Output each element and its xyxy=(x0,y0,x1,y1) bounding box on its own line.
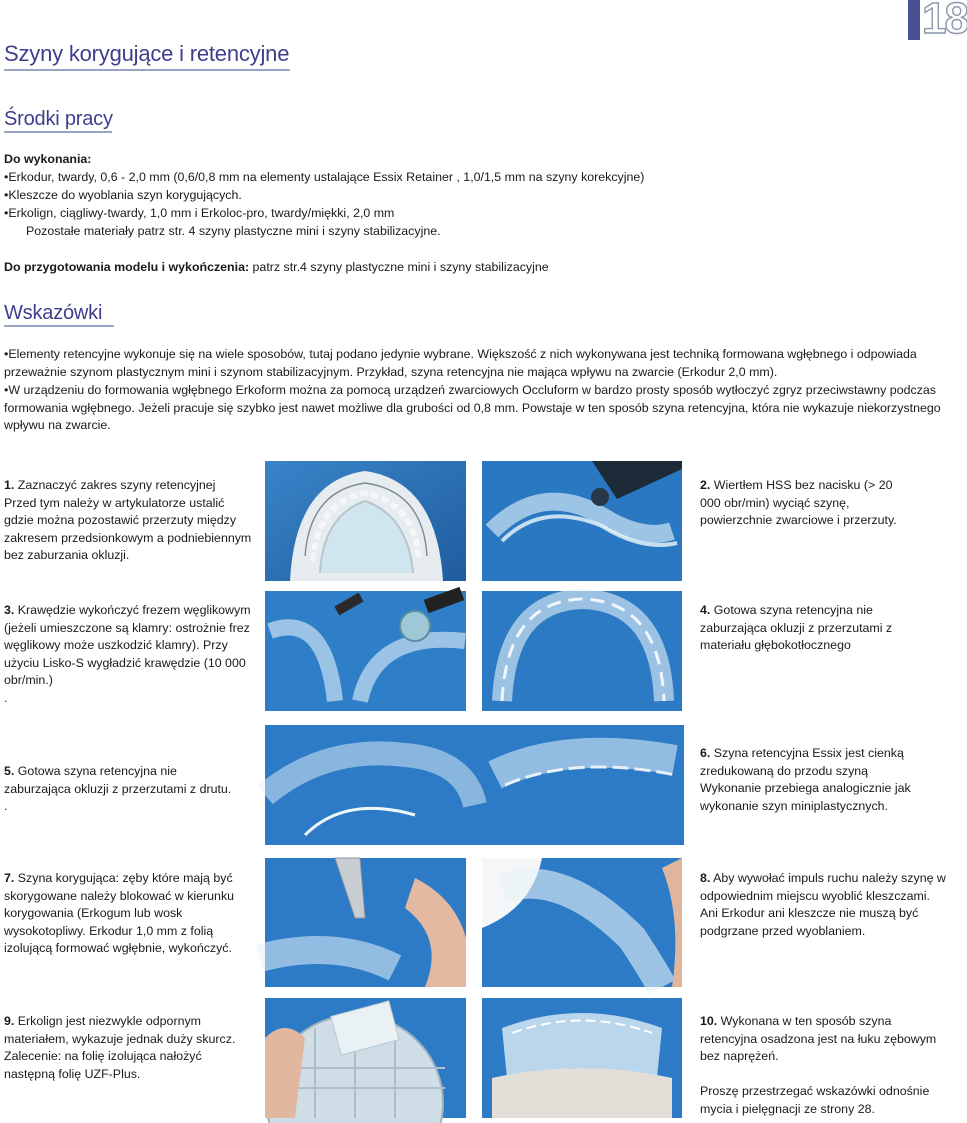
photo-step-3 xyxy=(265,591,466,711)
carbide-bur-icon xyxy=(265,591,466,711)
photo-step-1 xyxy=(265,461,466,581)
step-3-text: 3. Krawędzie wykończyć frezem węglikowym (jeżeli umieszczone są klamry: ostrożnie frez węglikowy może uszkodzić klamry). Przy użyciu Lisko-S wygładzić krawędzie (10 000 obr/min.) . xyxy=(4,603,251,705)
drill-icon xyxy=(482,461,682,581)
essix-splint-icon xyxy=(265,725,684,845)
retention-splint-icon xyxy=(482,591,682,711)
photo-step-5-6 xyxy=(265,725,684,845)
step-10-text: 10. Wykonana w ten sposób szyna retencyjna osadzona jest na łuku zębowym bez naprężeń. Proszę przestrzegać wskazówki odnośnie mycia i pielęgnacji ze strony 28. xyxy=(700,1014,937,1116)
tips-heading: Wskazówki xyxy=(4,302,103,324)
pliers-icon xyxy=(265,858,466,987)
dental-model-icon xyxy=(265,461,466,581)
materials-item: •Erkodur, twardy, 0,6 - 2,0 mm (0,6/0,8 mm na elementy ustalające Essix Retainer , 1,0/1,5 mm na szyny korekcyjne) xyxy=(4,170,645,184)
materials-item: •Kleszcze do wyoblania szyn korygujących. xyxy=(4,188,242,202)
foil-plate-icon xyxy=(265,998,466,1118)
page-title: Szyny korygujące i retencyjne xyxy=(4,41,290,66)
step-4-text: 4. Gotowa szyna retencyjna nie zaburzająca okluzji z przerzutami z materiału głębokotłocznego xyxy=(700,603,893,652)
title-underline xyxy=(4,69,290,71)
hand-splint-icon xyxy=(482,858,682,987)
photo-step-7 xyxy=(265,858,466,987)
other-materials-note: Pozostałe materiały patrz str. 4 szyny plastyczne mini i szyny stabilizacyjne. xyxy=(26,224,441,238)
page-number-tab xyxy=(908,0,967,43)
step-6-text: 6. Szyna retencyjna Essix jest cienką zredukowaną do przodu szyną Wykonanie przebiega analogicznie jak wykonanie szyn miniplastycznych. xyxy=(700,746,911,813)
step-2-text: 2. Wiertłem HSS bez nacisku (> 20 000 obr/min) wyciąć szynę, powierzchnie zwarciowe i przerzuty. xyxy=(700,478,897,527)
prep-label: Do przygotowania modelu i wykończenia: xyxy=(4,260,250,274)
prep-line xyxy=(4,259,549,277)
photo-step-4 xyxy=(482,591,682,711)
materials-underline xyxy=(4,131,112,133)
step-9-text: 9. Erkolign jest niezwykle odpornym materiałem, wykazuje jednak duży skurcz. Zalecenie: na folię izolująca nałożyć następną folię UZF-Plus. xyxy=(4,1014,236,1081)
step-7-text: 7. Szyna korygująca: zęby które mają być skorygowane należy blokować w kierunku korygowania (Erkogum lub wosk wysokotopliwy. Erkodur 1,0 mm z folią izolującą formować wgłębnie, wykończyć. xyxy=(4,871,235,955)
photo-step-9 xyxy=(265,998,466,1118)
page-number: 18 xyxy=(922,0,967,43)
materials-heading: Środki pracy xyxy=(4,108,113,130)
step-5-text: 5. Gotowa szyna retencyjna nie zaburzająca okluzji z przerzutami z drutu. . xyxy=(4,764,232,813)
step-1-text: 1. Zaznaczyć zakres szyny retencyjnej Przed tym należy w artykulatorze ustalić gdzie można pozostawić przerzuty między zakresem przedsionkowym a podniebiennym bez zaburzania okluzji. xyxy=(4,478,252,562)
photo-step-2 xyxy=(482,461,682,581)
materials-item: •Erkolign, ciągliwy-twardy, 1,0 mm i Erkoloc-pro, twardy/miękki, 2,0 mm xyxy=(4,206,395,220)
photo-step-10 xyxy=(482,998,682,1118)
tips-paragraph-2: •W urządzeniu do formowania wgłębnego Erkoform można za pomocą urządzeń zwarciowych Occluform w bardzo prosty sposób wytłoczyć zgryz przeciwstawny podczas formowania wgłębnego. Jeżeli pracuje się szybko jest nawet możliwe dla grubości od 0,8 mm. Powstaje w ten sposób szyna retencyjna, która nie wykazuje niekorzystnego wpływu na zwarcie. xyxy=(4,383,941,432)
tips-paragraph-1: •Elementy retencyjne wykonuje się na wiele sposobów, tutaj podano jedynie wybrane. Większość z nich wykonywana jest techniką formowana wgłębnego i odpowiada przeważnie szynom plastycznym mini i szynom stabilizacyjnym. Przykład, szyna retencyjna nie mająca wpływu na zwarcie (Erkodur 2,0 mm). xyxy=(4,347,917,379)
photo-step-8 xyxy=(482,858,682,987)
splint-on-arch-icon xyxy=(482,998,682,1118)
page-number-bar xyxy=(908,0,920,40)
for-making-label: Do wykonania: xyxy=(4,152,92,166)
step-8-text: 8. Aby wywołać impuls ruchu należy szynę w odpowiednim miejscu wyoblić kleszczami. Ani Erkodur ani kleszcze nie muszą być podgrzane przed wyoblaniem. xyxy=(700,871,946,938)
tips-underline xyxy=(4,325,114,327)
prep-text: patrz str.4 szyny plastyczne mini i szyny stabilizacyjne xyxy=(249,260,549,274)
